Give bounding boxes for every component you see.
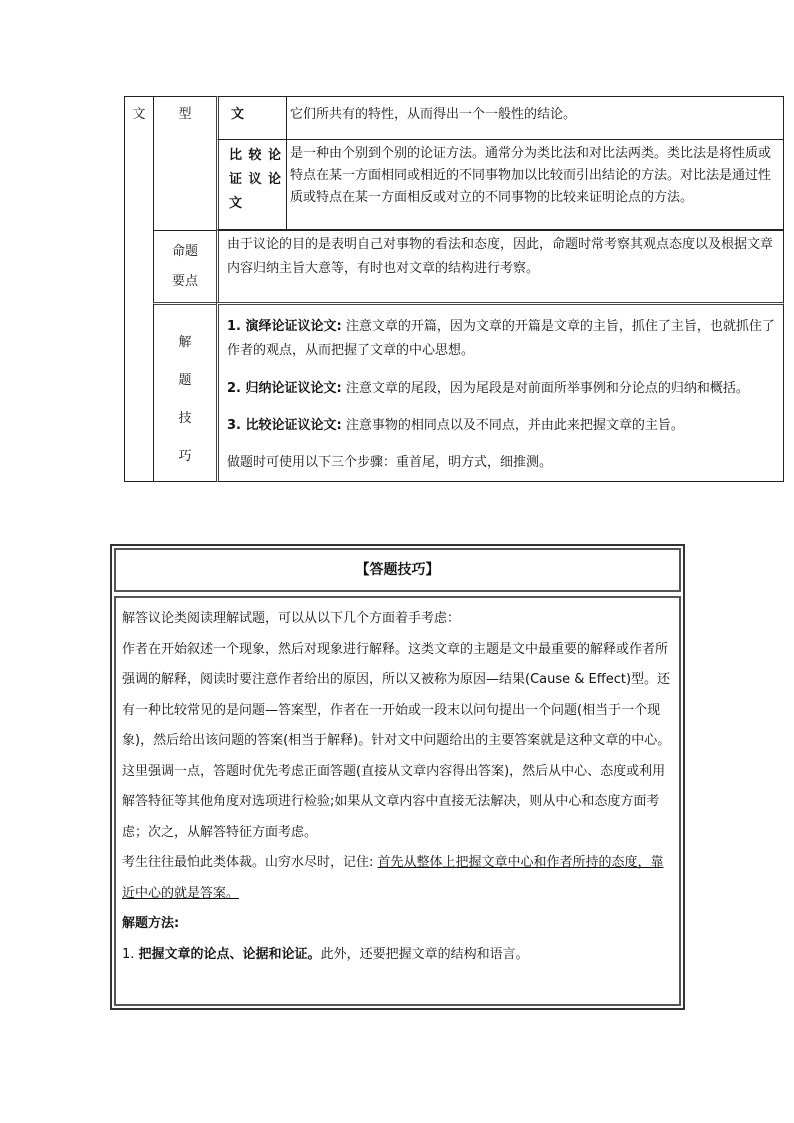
- tip-item: [227, 315, 777, 363]
- tip-title: 1. 演绎论证议论文:: [227, 319, 342, 334]
- answer-tips-title: 【答题技巧】: [114, 548, 681, 592]
- table-cell-wen: 文: [124, 96, 153, 482]
- row-text-bijiao: 是一种由个别到个别的论证方法。通常分为类比法和对比法两类。类比法是将性质或特点在某一方面相同或相近的不同事物加以比较而引出结论的方法。对比法是通过性质或特点在某一方面相反或对立的不同事物的比较来证明论点的方法。: [286, 140, 784, 230]
- paragraph-advice: [122, 848, 673, 909]
- paragraph-intro: 解答议论类阅读理解试题，可以从以下几个方面着手考虑：: [122, 611, 461, 626]
- row-label-wen: 文: [216, 96, 286, 140]
- tip-item: [227, 414, 777, 438]
- answer-tips-body: [114, 596, 681, 1006]
- tip-text: 注意文章的尾段，因为尾段是对前面所举事例和分论点的归纳和概括。: [341, 381, 749, 396]
- jieti-content: [216, 302, 784, 482]
- method-text: 此外，还要把握文章的结构和语言。: [320, 946, 529, 962]
- tip-text: 注意文章的开篇，因为文章的开篇是文章的主旨，抓住了主旨，也就抓住了作者的观点，从而把握了文章的中心思想。: [227, 319, 775, 358]
- advice-text: 考生往往最怕此类体裁。山穷水尽时，记住:: [122, 855, 378, 870]
- mingti-label-line1: 命题: [171, 244, 198, 259]
- row-text-wen: 它们所共有的特性，从而得出一个一般性的结论。: [286, 96, 784, 140]
- table-cell-xing: 型: [153, 96, 216, 230]
- jieti-char-2: 题: [178, 373, 192, 388]
- tip-title: 3. 比较论证议论文:: [227, 418, 342, 433]
- paragraph-cause-effect: 作者在开始叙述一个现象，然后对现象进行解释。这类文章的主题是文中最重要的解释或作者所强调的解释，阅读时要注意作者给出的原因，所以又被称为原因—结果(Cause & Effect)型。还有一种比较常见的是问题—答案型，作者在一开始或一段末以问句提出一个问题(相当于一个现象)，然后给出该问题的答案(相当于解释)。针对文中问题给出的主要答案就是这种文章的中心。: [122, 641, 671, 748]
- tip-text: 注意事物的相同点以及不同点，并由此来把握文章的主旨。: [341, 418, 684, 433]
- paragraph-strategy: 这里强调一点，答题时优先考虑正面答题(直接从文章内容得出答案)，然后从中心、态度或利用解答特征等其他角度对选项进行检验;如果从文章内容中直接无法解决，则从中心和态度方面考虑；次之，从解答特征方面考虑。: [122, 763, 666, 840]
- answer-tips-box: [110, 544, 685, 1010]
- jieti-char-3: 技: [178, 411, 192, 426]
- advice-underlined: 首先从整体上把握文章中心和作者所持的态度，靠近中心的就是答案。: [122, 855, 664, 901]
- jieti-char-1: 解: [178, 335, 192, 350]
- bijiao-label-text: 比 较 论 证 议 论 文: [229, 148, 283, 211]
- method-number: 1.: [122, 946, 139, 962]
- method-item: [122, 940, 673, 971]
- jieti-label: [153, 302, 216, 482]
- jieti-char-4: 巧: [178, 449, 192, 464]
- article-type-table: [124, 96, 784, 482]
- method-title: 解题方法:: [122, 916, 180, 931]
- tips-end: 做题时可使用以下三个步骤：重首尾，明方式，细推测。: [227, 455, 553, 470]
- tip-item: [227, 377, 777, 401]
- mingti-label: [153, 230, 216, 302]
- mingti-label-line2: 要点: [171, 274, 198, 289]
- mingti-text: 由于议论的目的是表明自己对事物的看法和态度，因此，命题时常考察其观点态度以及根据文章内容归纳主旨大意等，有时也对文章的结构进行考察。: [216, 230, 784, 302]
- row-label-bijiao: [216, 140, 286, 230]
- method-bold: 把握文章的论点、论据和论证。: [138, 946, 321, 962]
- tip-title: 2. 归纳论证议论文:: [227, 381, 342, 396]
